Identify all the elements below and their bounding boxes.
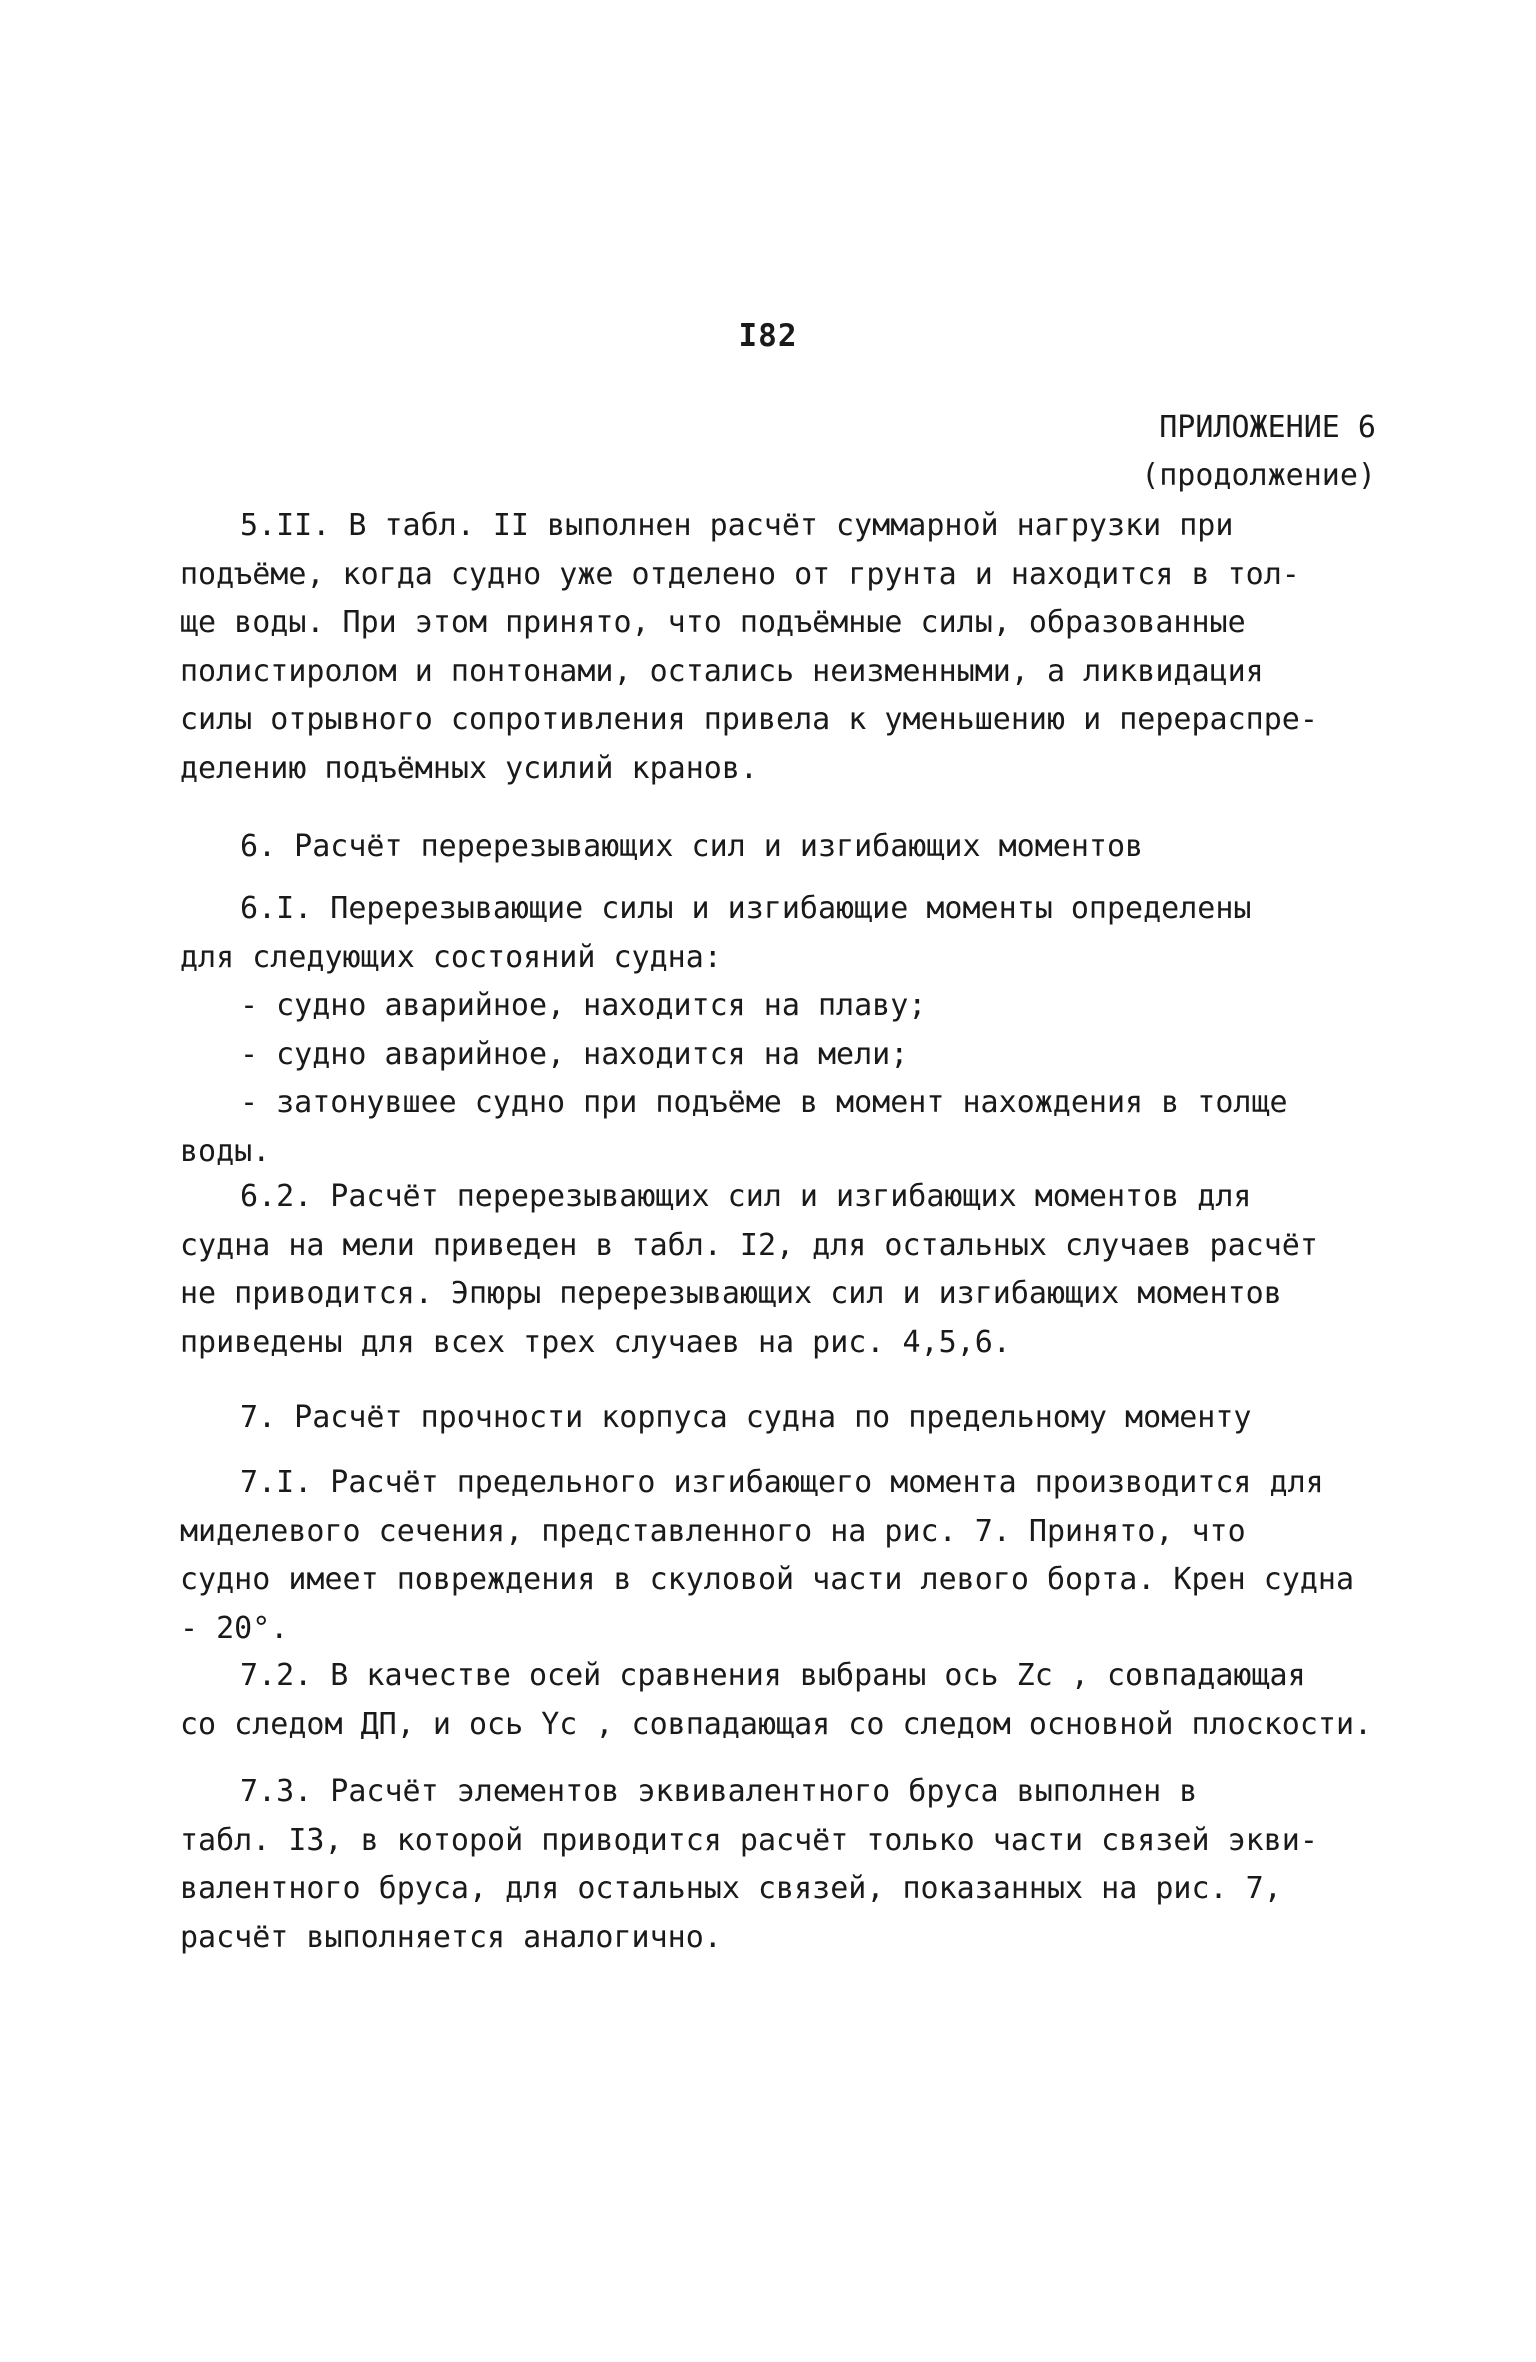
- section-heading-text: 6. Расчёт перерезывающих сил и изгибающих моментов: [240, 829, 1144, 864]
- text-line: миделевого сечения, представленного на рис. 7. Принято, что: [180, 1513, 1246, 1549]
- appendix-title: ПРИЛОЖЕНИЕ 6: [1159, 410, 1376, 445]
- text-line: полистиролом и понтонами, остались неизменными, а ликвидация: [180, 653, 1264, 689]
- text-line: табл. I3, в которой приводится расчёт только части связей экви-: [180, 1822, 1318, 1858]
- appendix-header: [1141, 404, 1376, 500]
- text-line: 6.2. Расчёт перерезывающих сил и изгибающих моментов для: [240, 1179, 1252, 1214]
- paragraph-7-1: [180, 1459, 1380, 1653]
- paragraph-7-3: [180, 1768, 1380, 1962]
- text-line: силы отрывного сопротивления привела к уменьшению и перераспре-: [180, 702, 1318, 737]
- section-heading-7: [180, 1394, 1380, 1443]
- text-line: валентного бруса, для остальных связей, показанных на рис. 7,: [180, 1871, 1282, 1906]
- text-line: подъёме, когда судно уже отделено от грунта и находится в тол-: [180, 556, 1300, 592]
- text-line: для следующих состояний судна:: [180, 939, 722, 975]
- text-line: 6.I. Перерезывающие силы и изгибающие моменты определены: [240, 891, 1252, 926]
- list-item: - судно аварийное, находится на мели;: [240, 1036, 909, 1072]
- text-line: судна на мели приведен в табл. I2, для остальных случаев расчёт: [180, 1227, 1318, 1263]
- text-line: воды.: [180, 1133, 271, 1169]
- text-line: судно имеет повреждения в скуловой части левого борта. Крен судна: [180, 1562, 1354, 1597]
- page-number: I82: [738, 318, 798, 354]
- paragraph-7-2: [180, 1652, 1380, 1749]
- text-line: расчёт выполняется аналогично.: [180, 1919, 722, 1955]
- paragraph-6-1: [180, 885, 1380, 1176]
- paragraph-6-2: [180, 1173, 1380, 1367]
- appendix-subtitle: (продолжение): [1141, 458, 1376, 493]
- text-line: 7.I. Расчёт предельного изгибающего момента производится для: [240, 1465, 1324, 1500]
- text-line: 7.3. Расчёт элементов эквивалентного бруса выполнен в: [240, 1774, 1198, 1809]
- text-line: приведены для всех трех случаев на рис. 4,5,6.: [180, 1324, 1011, 1360]
- list-item: - судно аварийное, находится на плаву;: [240, 988, 927, 1023]
- text-line: 5.II. В табл. II выполнен расчёт суммарной нагрузки при: [240, 508, 1234, 543]
- text-line: ще воды. При этом принято, что подъёмные силы, образованные: [180, 605, 1246, 640]
- text-line: не приводится. Эпюры перерезывающих сил и изгибающих моментов: [180, 1276, 1282, 1311]
- text-line: 7.2. В качестве осей сравнения выбраны ось Zc , совпадающая: [240, 1658, 1306, 1693]
- section-heading-text: 7. Расчёт прочности корпуса судна по предельному моменту: [240, 1400, 1252, 1435]
- text-line: со следом ДП, и ось Yc , совпадающая со следом основной плоскости.: [180, 1706, 1373, 1742]
- paragraph-5-11: [180, 502, 1380, 793]
- section-heading-6: [180, 823, 1380, 872]
- text-line: - 20°.: [180, 1610, 289, 1646]
- list-item: - затонувшее судно при подъёме в момент нахождения в толще: [240, 1085, 1288, 1120]
- text-line: делению подъёмных усилий кранов.: [180, 750, 758, 786]
